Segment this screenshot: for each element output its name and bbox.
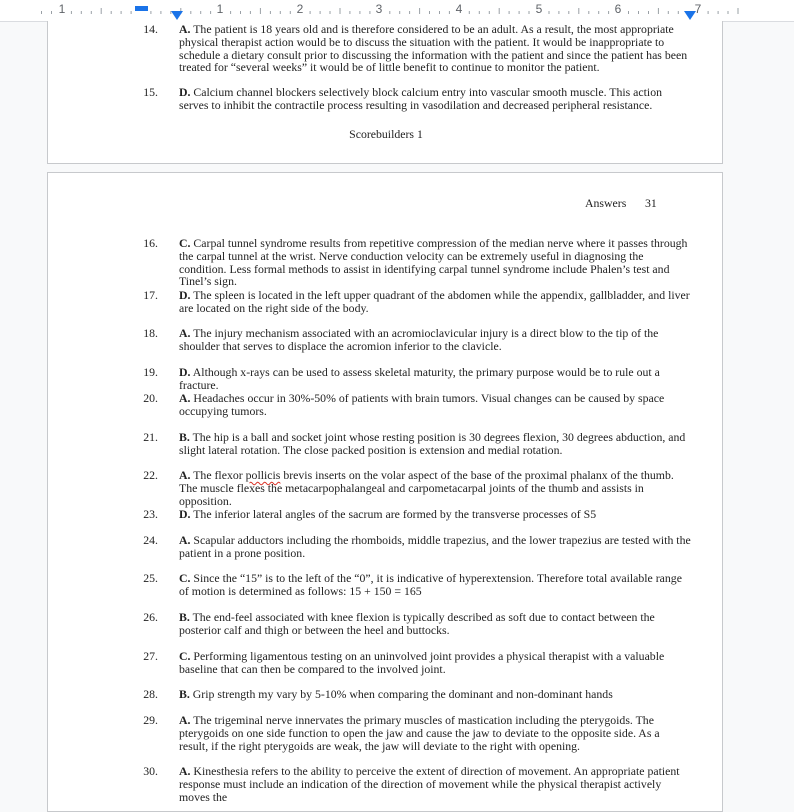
answer-letter: A.	[179, 22, 191, 36]
document-page[interactable]	[47, 21, 723, 164]
answer-text: The injury mechanism associated with an acromioclavicular injury is a direct blow to the tip of the shoulder that serves to displace the acromion inferior to the clavicle.	[179, 326, 659, 353]
answer-letter: C.	[179, 236, 191, 250]
answer-text: Although x-rays can be used to assess skeletal maturity, the primary purpose would be to rule out a fracture.	[179, 365, 660, 392]
ruler-number: 1	[216, 2, 224, 16]
answer-paragraph[interactable]	[179, 392, 691, 418]
answer-letter: B.	[179, 610, 190, 624]
question-number: 16.	[143, 236, 158, 250]
answer-paragraph[interactable]	[179, 366, 691, 392]
answer-paragraph[interactable]	[179, 431, 691, 457]
left-indent-marker[interactable]	[171, 11, 183, 21]
question-number: 25.	[143, 571, 158, 585]
answer-paragraph[interactable]	[179, 611, 691, 637]
question-number: 23.	[143, 507, 158, 521]
question-number: 18.	[143, 326, 158, 340]
first-line-indent-marker[interactable]	[135, 6, 148, 11]
answer-paragraph[interactable]	[179, 469, 691, 507]
ruler-number: 5	[535, 2, 543, 16]
question-number: 29.	[143, 713, 158, 727]
answer-letter: A.	[179, 533, 191, 547]
answer-letter: D.	[179, 507, 191, 521]
answer-text: Since the “15” is to the left of the “0”, it is indicative of hyperextension. Therefore total available range of motion is determined as follows: 15 + 150 = 165	[179, 571, 682, 598]
question-number: 15.	[143, 85, 158, 99]
answer-paragraph[interactable]	[179, 650, 691, 676]
question-number: 14.	[143, 22, 158, 36]
document-page[interactable]	[47, 172, 723, 812]
question-number: 21.	[143, 430, 158, 444]
answer-text: Performing ligamentous testing on an uninvolved joint provides a physical therapist with a valuable baseline that can then be compared to the involved joint.	[179, 649, 665, 676]
answer-text: The inferior lateral angles of the sacrum are formed by the transverse processes of S5	[193, 507, 597, 521]
answer-letter: D.	[179, 85, 191, 99]
answer-text: Grip strength my vary by 5-10% when comparing the dominant and non-dominant hands	[192, 687, 613, 701]
answer-text: The trigeminal nerve innervates the primary muscles of mastication including the pterygoids. The pterygoids on one side function to open the jaw and cause the jaw to deviate to the opposite side. As a result, if the right pterygoids are weak, the jaw will deviate to the right with opening.	[179, 713, 660, 753]
answer-paragraph[interactable]	[179, 289, 691, 315]
answer-paragraph[interactable]	[179, 714, 691, 752]
spellcheck-word[interactable]: pollicis	[245, 468, 281, 482]
answer-letter: B.	[179, 430, 190, 444]
answer-text: Headaches occur in 30%-50% of patients with brain tumors. Visual changes can be caused by space occupying tumors.	[179, 391, 665, 418]
answer-paragraph[interactable]	[179, 327, 691, 353]
ruler-number: 2	[296, 2, 304, 16]
right-indent-marker[interactable]	[684, 11, 696, 21]
answer-text: The patient is 18 years old and is therefore considered to be an adult. As a result, the most appropriate physical therapist action would be to discuss the situation with the patient. It would be inappropriate to schedule a dietary consult prior to discussing the information with the patient and since the patient has been treated for “several weeks” it would be of little benefit to continue to monitor the patient.	[179, 22, 688, 75]
answer-letter: A.	[179, 326, 191, 340]
answer-text: The flexor	[193, 468, 246, 482]
question-number: 19.	[143, 365, 158, 379]
answer-text: brevis inserts on the volar aspect of the base of the proximal phalanx of the thumb. The muscle flexes the metacarpophalangeal and carpometacarpal joints of the thumb and assists in opposition.	[179, 468, 674, 508]
answer-text: Kinesthesia refers to the ability to perceive the extent of direction of movement. An appropriate patient response must include an indication of the direction of movement while the physical therapist actively moves the	[179, 764, 680, 804]
answer-letter: D.	[179, 288, 191, 302]
answer-letter: A.	[179, 468, 191, 482]
answer-letter: A.	[179, 713, 191, 727]
ruler-number: 3	[375, 2, 383, 16]
question-number: 30.	[143, 764, 158, 778]
page-footer: Scorebuilders 1	[349, 127, 423, 141]
answer-text: Scapular adductors including the rhomboids, middle trapezius, and the lower trapezius are tested with the patient in a prone position.	[179, 533, 691, 560]
answer-paragraph[interactable]	[179, 237, 691, 288]
answer-text: The end-feel associated with knee flexion is typically described as soft due to contact between the posterior calf and thigh or between the heel and buttocks.	[179, 610, 655, 637]
ruler-number: 6	[614, 2, 622, 16]
answer-paragraph[interactable]	[179, 688, 691, 701]
answer-text: Calcium channel blockers selectively block calcium entry into vascular smooth muscle. This action serves to inhibit the contractile process resulting in vasodilation and decreased peripheral resistance.	[179, 85, 662, 112]
question-number: 22.	[143, 468, 158, 482]
question-number: 24.	[143, 533, 158, 547]
ruler-ticks	[0, 0, 794, 21]
answer-letter: C.	[179, 649, 191, 663]
answer-paragraph[interactable]	[179, 572, 691, 598]
page-header-label: Answers	[585, 196, 627, 210]
horizontal-ruler[interactable]	[0, 0, 794, 22]
answer-paragraph[interactable]	[179, 508, 691, 521]
question-number: 27.	[143, 649, 158, 663]
ruler-number: 4	[455, 2, 463, 16]
answer-paragraph[interactable]	[179, 534, 691, 560]
answer-text: Carpal tunnel syndrome results from repetitive compression of the median nerve where it passes through the carpal tunnel at the wrist. Nerve conduction velocity can be extremely useful in diagnosing the condition. Less formal methods to assist in identifying carpal tunnel syndrome include Phalen’s test and Tinel’s sign.	[179, 236, 688, 289]
answer-text: The hip is a ball and socket joint whose resting position is 30 degrees flexion, 30 degrees abduction, and slight lateral rotation. The close packed position is extension and medial rotation.	[179, 430, 686, 457]
answer-letter: A.	[179, 764, 191, 778]
ruler-number: 1	[58, 2, 66, 16]
page-header-number: 31	[645, 196, 657, 210]
question-number: 20.	[143, 391, 158, 405]
answer-paragraph[interactable]	[179, 765, 691, 803]
answer-letter: C.	[179, 571, 191, 585]
answer-letter: D.	[179, 365, 191, 379]
answer-paragraph[interactable]	[179, 23, 691, 74]
answer-letter: B.	[179, 687, 190, 701]
question-number: 26.	[143, 610, 158, 624]
answer-text: The spleen is located in the left upper quadrant of the abdomen while the appendix, gallbladder, and liver are located on the right side of the body.	[179, 288, 690, 315]
answer-letter: A.	[179, 391, 191, 405]
question-number: 17.	[143, 288, 158, 302]
ruler-number: 7	[694, 2, 702, 16]
question-number: 28.	[143, 687, 158, 701]
answer-paragraph[interactable]	[179, 86, 691, 112]
